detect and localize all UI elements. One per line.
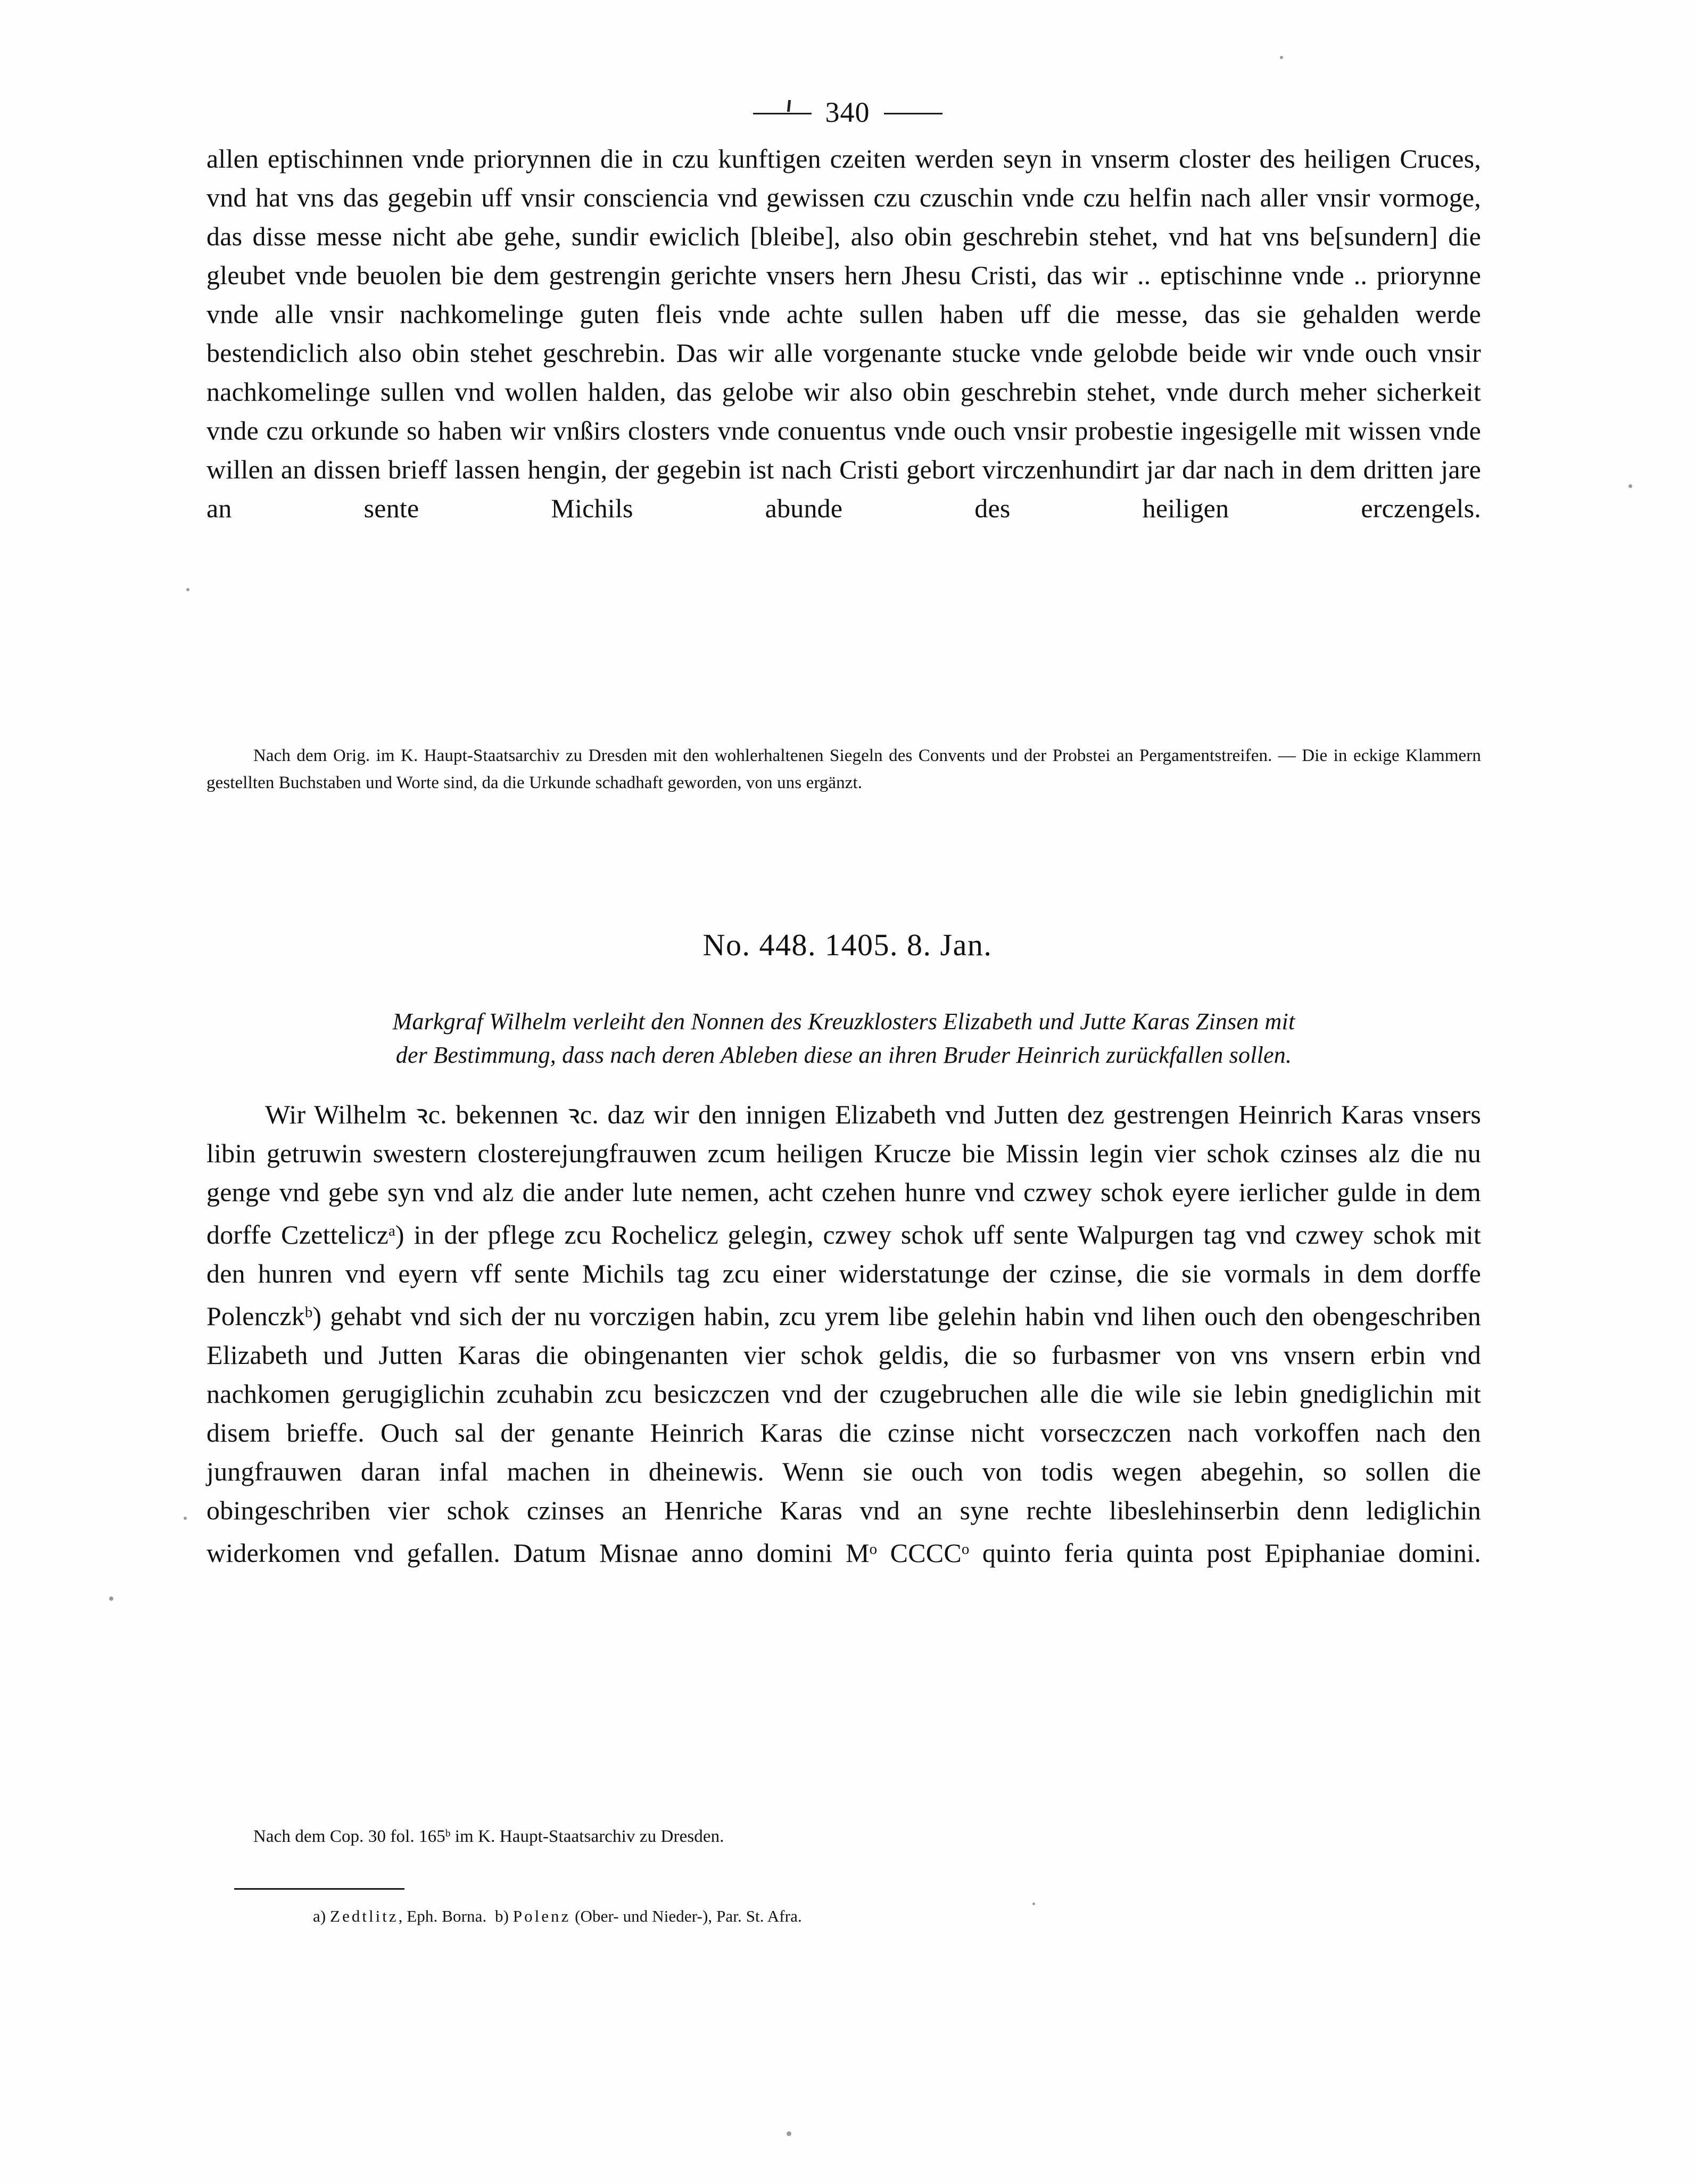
footnote-marker-b[interactable]: b [304, 1304, 313, 1321]
charter-text [206, 1095, 1481, 1573]
source-note-current [206, 1820, 1481, 1850]
charter-text-part-5: quinto feria quinta post Epiphaniae domini. [969, 1538, 1481, 1568]
scan-speckle [787, 2131, 791, 2136]
footnote-text-b: (Ober- und Nieder-), Par. St. Afra. [570, 1907, 802, 1925]
scan-speckle [186, 588, 189, 591]
footnote-marker-a[interactable]: a [388, 1222, 395, 1239]
source-note-current-text: Nach dem Cop. 30 fol. 165 [253, 1826, 445, 1846]
document-regest [206, 1005, 1481, 1072]
footnote-text-a: , Eph. Borna. [398, 1907, 487, 1925]
running-head [0, 96, 1695, 129]
scan-speckle [1280, 56, 1283, 59]
scan-speckle [109, 1596, 113, 1601]
scan-speckle [1628, 484, 1632, 488]
footnote-place-b: Polenz [512, 1907, 571, 1925]
head-rule-right [884, 113, 942, 114]
head-rule-left [753, 113, 812, 114]
charter-text-part-3: ) gehabt vnd sich der nu vorczigen habin, zcu yrem libe gelehin habin vnd lihen ouch den obengeschriben Elizabeth und Jutten Karas die obingenanten vier schok geldis, die so furbasmer von vns vnsern erbin vnd nachkomen gerugiglichin zcuhabin zcu besiczczen vnd der czugebruchen alle die wile sie lebin gnediglichin mit disem brieffe. Ouch sal der genante Heinrich Karas die czinse nicht vorseczczen nach vorkoffen nach den jungfrauwen daran infal machen in dheinewis. Wenn sie ouch von todis wegen abegehin, so sollen die obingeschriben vier schok czinses an Henriche Karas vnd an syne rechte libeslehinserbin denn lediglichin widerkomen vnd gefallen. Datum Misnae anno domini M [206, 1301, 1481, 1568]
source-note-previous [206, 742, 1481, 797]
roman-numeral-sup-1: o [869, 1541, 878, 1558]
footnote-apparatus [206, 1904, 1481, 1929]
footnote-marker-label-b: b) [495, 1907, 509, 1925]
scan-speckle [1032, 1902, 1035, 1905]
source-note-current-end: im K. Haupt-Staatsarchiv zu Dresden. [450, 1826, 724, 1846]
scan-speckle [184, 1517, 187, 1520]
charter-text-part-4: CCCC [877, 1538, 962, 1568]
footnote-place-a: Zedtlitz [330, 1907, 399, 1925]
folio-verso-marker: b [445, 1828, 451, 1839]
regest-line-1: Markgraf Wilhelm verleiht den Nonnen des Kreuzklosters Elizabeth und Jutte Karas Zinsen mit [392, 1008, 1295, 1035]
roman-numeral-sup-2: o [961, 1541, 970, 1558]
document-heading: No. 448. 1405. 8. Jan. [702, 928, 993, 962]
regest-line-2: der Bestimmung, dass nach deren Ableben diese an ihren Bruder Heinrich zurückfallen sollen. [395, 1042, 1292, 1068]
footnote-separator-rule [234, 1888, 404, 1890]
page-number: 340 [825, 96, 870, 128]
paragraph-continued: allen eptischinnen vnde priorynnen die in czu kunftigen czeiten werden seyn in vnserm closter des heiligen Cruces, vnd hat vns das gegebin uff vnsir consciencia vnd gewissen czu czuschin vnde czu helfin nach aller vnsir vormoge, das disse messe nicht abe gehe, sundir ewiclich [bleibe], also obin geschrebin stehet, vnd hat vns be[sundern] die gleubet vnde beuolen bie dem gestrengin gerichte vnsers hern Jhesu Cristi, das wir .. eptischinne vnde .. priorynne vnde alle vnsir nachkomelinge guten fleis vnde achte sullen haben uff die messe, das sie gehalden werde bestendiclich also obin stehet geschrebin. Das wir alle vorgenante stucke vnde gelobde beide wir vnde ouch vnsir nachkomelinge sullen vnd wollen halden, das gelobe wir also obin geschrebin stehet, vnde durch meher sicherkeit vnde czu orkunde so haben wir vnßirs closters vnde conuentus vnde ouch vnsir probestie ingesigelle mit wissen vnde willen an dissen brieff lassen hengin, der gegebin ist nach Cristi gebort virczenhundirt jar dar nach in dem dritten jare an sente Michils abunde des heiligen erczengels. [206, 144, 1481, 523]
footnote-marker-label-a: a) [313, 1907, 326, 1925]
charter-text-part-1: Wir Wilhelm ꝛc. bekennen ꝛc. daz wir den innigen Elizabeth vnd Jutten dez gestrengen Heinrich Karas vnsers libin getruwin swestern closterejungfrauwen zcum heiligen Krucze bie Missin legin vier schok czinses alz die nu genge vnd gebe syn vnd alz die ander lute nemen, acht czehen hunre vnd czwey schok eyere ierlicher gulde in dem dorffe Czettelicz [206, 1099, 1481, 1250]
charter-text-part-2: ) in der pflege zcu Rochelicz gelegin, czwey schok uff sente Walpurgen tag vnd czwey schok mit den hunren vnd eyern vff sente Michils tag zcu einer widerstatunge der czinse, die sie vormals in dem dorffe Polenczk [206, 1220, 1481, 1331]
source-note-previous-text: Nach dem Orig. im K. Haupt-Staatsarchiv zu Dresden mit den wohlerhaltenen Siegeln des Convents und der Probstei an Pergamentstreifen. — Die in eckige Klammern gestellten Buchstaben und Worte sind, da die Urkunde schadhaft geworden, von uns ergänzt. [206, 746, 1481, 792]
